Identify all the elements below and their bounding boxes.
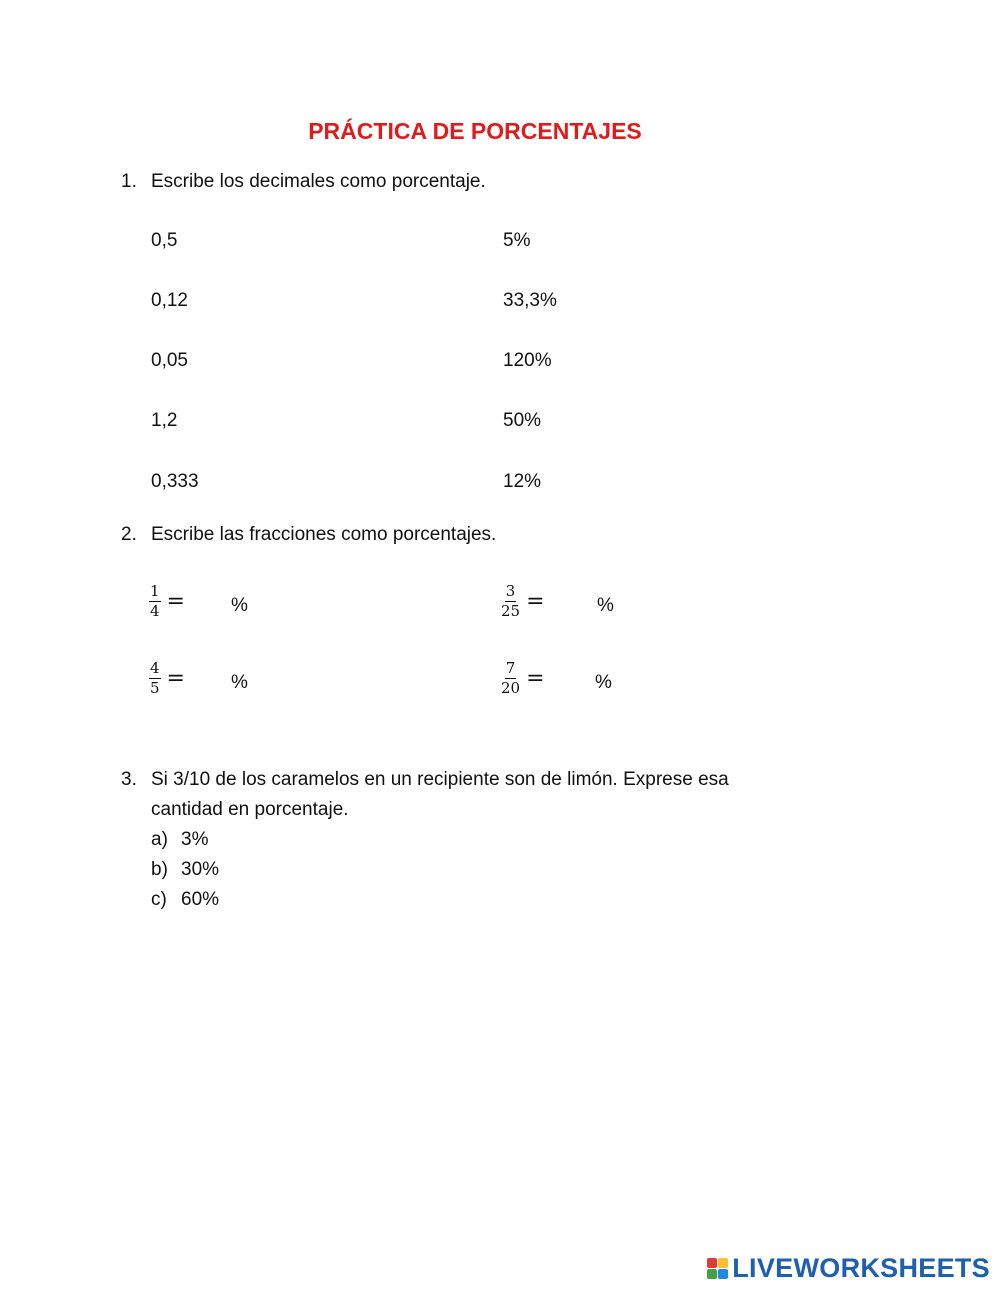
question-3-number: 3.	[121, 769, 137, 790]
decimal-item: 0,12	[151, 290, 188, 311]
fraction	[501, 583, 520, 620]
question-3-text-continued: cantidad en porcentaje.	[151, 799, 349, 820]
percent-answer-field[interactable]: %	[231, 672, 248, 693]
fraction	[501, 660, 520, 697]
fraction-expression	[149, 660, 185, 697]
fraction	[149, 660, 161, 697]
logo-block	[707, 1269, 717, 1279]
percent-answer-field[interactable]: %	[595, 672, 612, 693]
logo-block	[718, 1258, 728, 1268]
question-1-text: Escribe los decimales como porcentaje.	[151, 171, 486, 192]
fraction-numerator: 3	[505, 582, 516, 600]
decimal-item: 0,5	[151, 230, 178, 251]
option-c-label: c)	[151, 889, 167, 910]
question-2-number: 2.	[121, 524, 137, 545]
fraction	[149, 583, 161, 620]
fraction-denominator: 25	[501, 602, 521, 620]
fraction-expression	[501, 583, 545, 620]
equals-sign: =	[526, 589, 545, 614]
decimal-item: 0,05	[151, 350, 188, 371]
decimal-item: 0,333	[151, 471, 199, 492]
percent-answer-field[interactable]: %	[597, 595, 614, 616]
question-2-text: Escribe las fracciones como porcentajes.	[151, 524, 497, 545]
equals-sign: =	[166, 589, 185, 614]
option-b[interactable]: 30%	[181, 859, 220, 880]
fraction-numerator: 1	[150, 582, 160, 600]
liveworksheets-logo	[707, 1253, 990, 1284]
percent-answer-field[interactable]: %	[231, 595, 248, 616]
logo-text: LIVEWORKSHEETS	[732, 1253, 990, 1283]
percentage-match-item[interactable]: 120%	[503, 350, 552, 371]
fraction-numerator: 4	[150, 659, 160, 677]
option-c[interactable]: 60%	[181, 889, 220, 910]
option-a[interactable]: 3%	[181, 829, 209, 850]
decimal-item: 1,2	[151, 410, 178, 431]
option-b-label: b)	[151, 859, 168, 880]
fraction-numerator: 7	[505, 659, 516, 677]
fraction-denominator: 20	[501, 679, 521, 697]
question-1-number: 1.	[121, 171, 137, 192]
option-a-label: a)	[151, 829, 168, 850]
logo-block	[718, 1269, 728, 1279]
page-title: PRÁCTICA DE PORCENTAJES	[308, 118, 642, 144]
percentage-match-item[interactable]: 5%	[503, 230, 531, 251]
fraction-expression	[149, 583, 185, 620]
percentage-match-item[interactable]: 12%	[503, 471, 542, 492]
fraction-expression	[501, 660, 545, 697]
equals-sign: =	[166, 666, 185, 691]
fraction-denominator: 5	[150, 679, 160, 697]
equals-sign: =	[526, 666, 545, 691]
percentage-match-item[interactable]: 50%	[503, 410, 542, 431]
logo-blocks-icon	[707, 1258, 728, 1279]
question-3-text: Si 3/10 de los caramelos en un recipiente son de limón. Exprese esa	[151, 769, 729, 790]
logo-block	[707, 1258, 717, 1268]
fraction-denominator: 4	[150, 602, 160, 620]
percentage-match-item[interactable]: 33,3%	[503, 290, 557, 311]
